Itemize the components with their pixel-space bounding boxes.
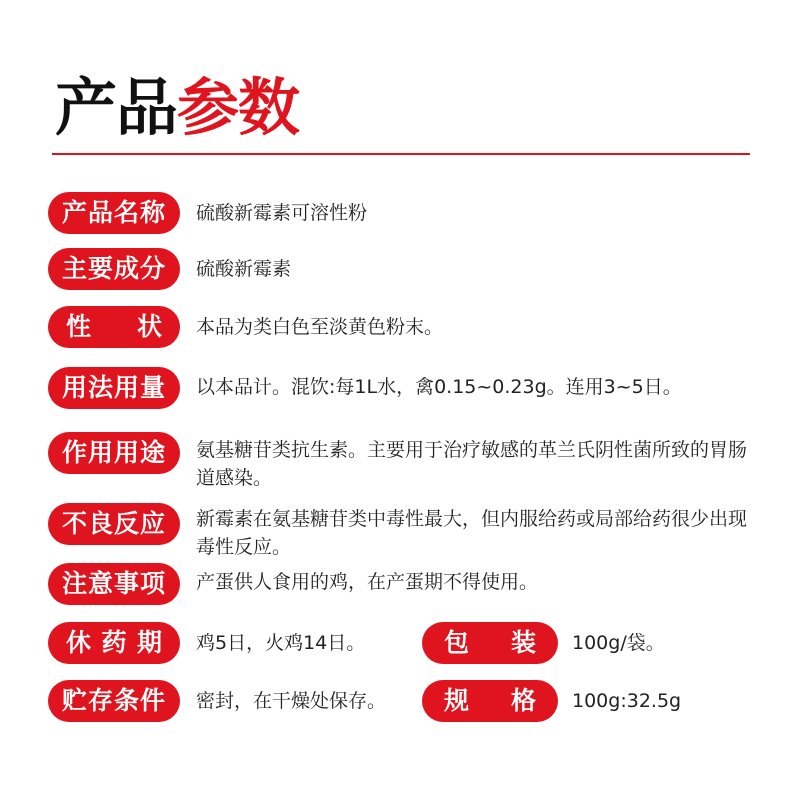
label-char: 包 xyxy=(444,628,470,657)
label-char: 格 xyxy=(510,686,536,715)
value-precautions: 产蛋供人食用的鸡，在产蛋期不得使用。 xyxy=(196,571,539,593)
value-specification: 100g:32.5g xyxy=(572,690,682,712)
value-indication: 氨基糖苷类抗生素。主要用于治疗敏感的革兰氏阴性菌所致的胃肠道感染。 xyxy=(196,439,748,489)
value-product-name: 硫酸新霉素可溶性粉 xyxy=(196,202,368,224)
label-package xyxy=(422,622,558,664)
label-dosage: 用法用量 xyxy=(48,367,180,409)
value-appearance: 本品为类白色至淡黄色粉末。 xyxy=(196,316,444,338)
label-storage: 贮存条件 xyxy=(48,680,180,722)
value-package: 100g/袋。 xyxy=(572,632,665,654)
label-product-name: 产品名称 xyxy=(48,192,180,234)
label-char: 规 xyxy=(444,686,470,715)
label-char: 药 xyxy=(101,628,127,657)
value-main-ingredient: 硫酸新霉素 xyxy=(196,258,292,280)
title-part-product: 产品 xyxy=(55,71,178,144)
label-adverse-reactions: 不良反应 xyxy=(48,503,180,545)
page-title xyxy=(55,68,299,148)
label-char: 装 xyxy=(510,628,536,657)
label-appearance xyxy=(48,306,180,348)
label-indication: 作用用途 xyxy=(48,432,180,474)
label-char: 休 xyxy=(66,628,92,657)
value-withdrawal-period: 鸡5日，火鸡14日。 xyxy=(196,632,366,654)
label-char: 期 xyxy=(136,628,162,657)
title-part-params: 参数 xyxy=(177,71,300,144)
label-char: 状 xyxy=(136,312,162,341)
label-precautions: 注意事项 xyxy=(48,563,180,605)
title-divider xyxy=(52,153,750,155)
label-main-ingredient: 主要成分 xyxy=(48,248,180,290)
value-adverse-reactions: 新霉素在氨基糖苷类中毒性最大，但内服给药或局部给药很少出现毒性反应。 xyxy=(196,508,748,558)
value-dosage: 以本品计。混饮:每1L水，禽0.15~0.23g。连用3~5日。 xyxy=(196,376,682,398)
value-storage: 密封，在干燥处保存。 xyxy=(196,690,387,712)
label-char: 性 xyxy=(66,312,92,341)
label-specification xyxy=(422,680,558,722)
label-withdrawal-period xyxy=(48,622,180,664)
